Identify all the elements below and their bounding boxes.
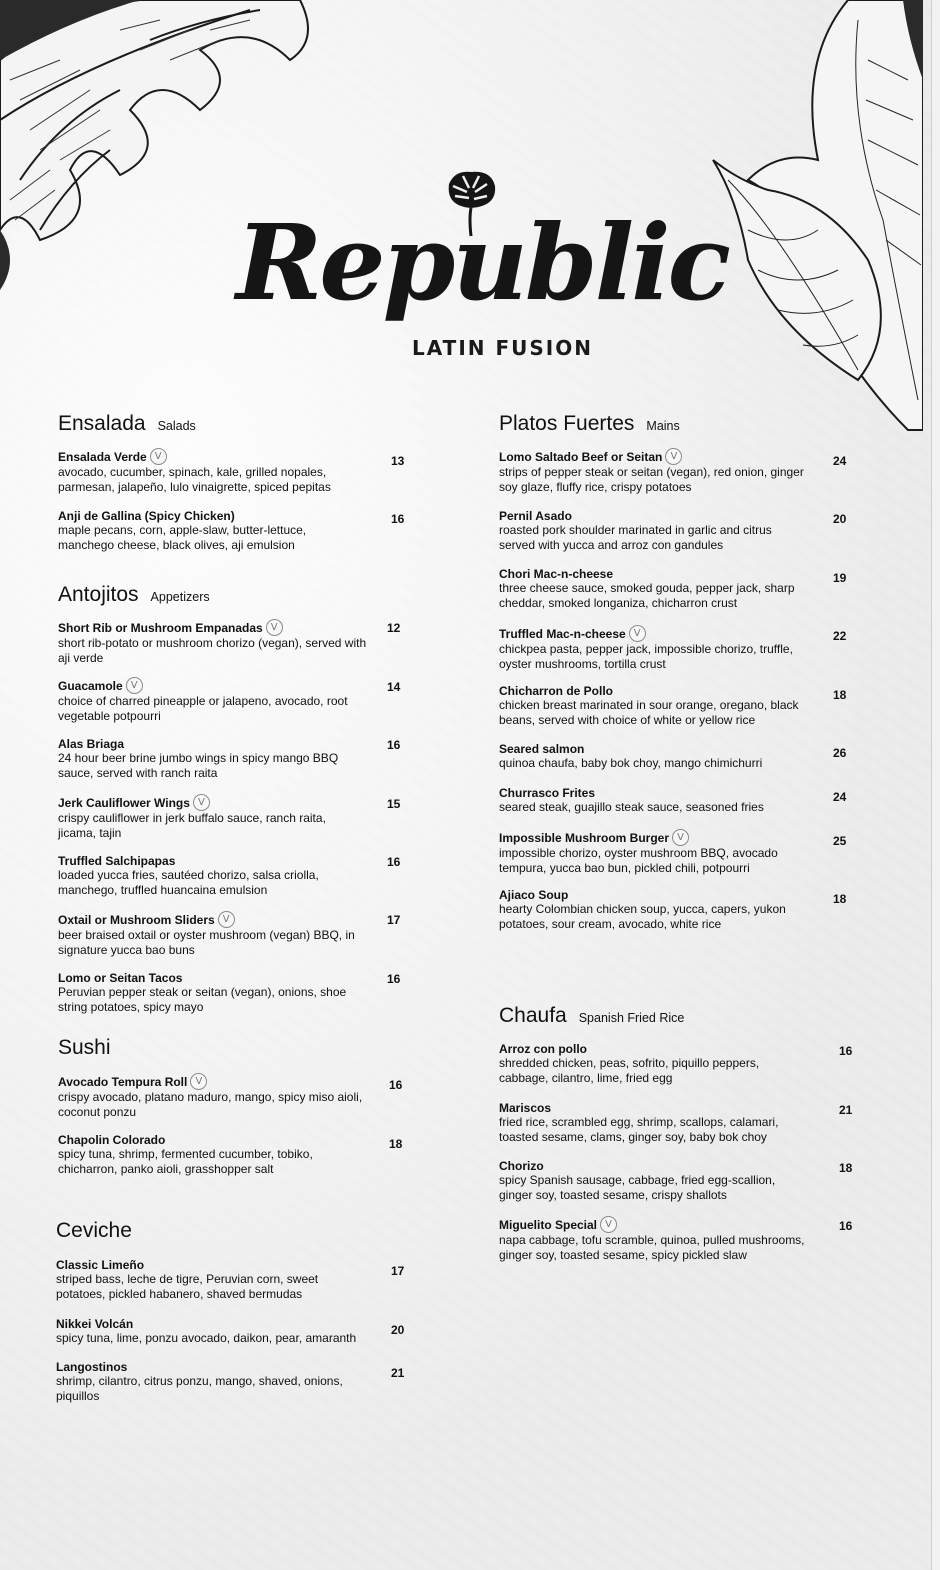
item-price: 16 <box>387 738 401 752</box>
menu-item <box>499 888 859 932</box>
item-price: 24 <box>833 790 847 804</box>
item-price: 21 <box>391 1366 405 1380</box>
item-price: 13 <box>391 454 405 468</box>
item-name: Chapolin Colorado <box>58 1133 166 1147</box>
item-price: 16 <box>391 512 405 526</box>
menu-item <box>499 1159 859 1203</box>
item-description: avocado, cucumber, spinach, kale, grilled nopales, parmesan, jalapeño, lulo vinaigrette, spiced pepitas <box>58 465 331 494</box>
menu-item <box>58 854 418 898</box>
menu-item <box>58 1133 418 1177</box>
menu-item <box>499 829 859 876</box>
menu-item <box>56 1258 416 1302</box>
section-subtitle: Salads <box>157 419 196 433</box>
item-price: 19 <box>833 571 847 585</box>
vegan-v-icon: V <box>126 677 143 694</box>
item-name: Avocado Tempura Roll <box>58 1074 188 1089</box>
section-title: Sushi <box>58 1036 111 1059</box>
item-name: Chori Mac-n-cheese <box>499 567 614 581</box>
vegan-v-icon: V <box>218 911 235 928</box>
item-description: shredded chicken, peas, sofrito, piquillo peppers, cabbage, cilantro, lime, fried egg <box>499 1056 760 1085</box>
menu-item <box>58 619 418 666</box>
section-title: Antojitos <box>58 583 139 606</box>
item-description: striped bass, leche de tigre, Peruvian corn, sweet potatoes, pickled habanero, shaved bermudas <box>56 1272 319 1301</box>
item-description: chicken breast marinated in sour orange, oregano, black beans, served with choice of white or yellow rice <box>499 698 799 727</box>
item-description: strips of pepper steak or seitan (vegan), red onion, ginger soy glaze, fluffy rice, crispy potatoes <box>499 465 804 494</box>
item-description: chickpea pasta, pepper jack, impossible chorizo, truffle, oyster mushrooms, tortilla crust <box>499 642 793 671</box>
menu-item <box>58 448 418 495</box>
item-name: Ensalada Verde <box>58 449 147 464</box>
menu-item <box>499 448 859 495</box>
item-description: short rib-potato or mushroom chorizo (vegan), served with aji verde <box>58 636 367 665</box>
item-price: 18 <box>833 688 847 702</box>
vegan-v-icon: V <box>672 829 689 846</box>
banana-leaf-illustration <box>708 0 923 440</box>
menu-item <box>499 684 859 728</box>
item-name: Chorizo <box>499 1159 544 1173</box>
item-name: Alas Briaga <box>58 737 125 751</box>
item-price: 12 <box>387 621 401 635</box>
section-sushi <box>58 1036 111 1060</box>
menu-item <box>56 1360 416 1404</box>
item-name: Oxtail or Mushroom Sliders <box>58 912 215 927</box>
item-price: 20 <box>833 512 847 526</box>
item-name: Lomo or Seitan Tacos <box>58 971 183 985</box>
logo-tagline: LATIN FUSION <box>412 336 593 360</box>
item-description: roasted pork shoulder marinated in garlic and citrus served with yucca and arroz con gandules <box>499 523 772 552</box>
menu-item <box>499 1042 859 1086</box>
vegan-v-icon: V <box>629 625 646 642</box>
item-description: seared steak, guajillo steak sauce, seasoned fries <box>499 800 764 814</box>
menu-item <box>499 509 859 553</box>
logo-wordmark: Republic <box>236 201 728 324</box>
section-platos-fuertes <box>499 412 680 436</box>
item-description: fried rice, scrambled egg, shrimp, scallops, calamari, toasted sesame, clams, ginger soy, baby bok choy <box>499 1115 779 1144</box>
section-subtitle: Mains <box>646 419 680 433</box>
menu-item <box>499 1101 859 1145</box>
item-name: Ajiaco Soup <box>499 888 569 902</box>
item-price: 24 <box>833 454 847 468</box>
item-name: Jerk Cauliflower Wings <box>58 795 190 810</box>
item-name: Anji de Gallina (Spicy Chicken) <box>58 509 235 523</box>
item-name: Classic Limeño <box>56 1258 145 1272</box>
item-name: Guacamole <box>58 678 123 693</box>
item-description: Peruvian pepper steak or seitan (vegan), onions, shoe string potatoes, spicy mayo <box>58 985 347 1014</box>
item-price: 16 <box>387 972 401 986</box>
menu-item <box>499 742 859 771</box>
item-price: 17 <box>387 913 401 927</box>
vegan-v-icon: V <box>266 619 283 636</box>
item-price: 18 <box>389 1137 403 1151</box>
menu-item <box>499 625 859 672</box>
item-name: Churrasco Frites <box>499 786 596 800</box>
item-price: 16 <box>387 855 401 869</box>
section-subtitle: Appetizers <box>150 590 210 604</box>
item-description: choice of charred pineapple or jalapeno, avocado, root vegetable potpourri <box>58 694 348 723</box>
menu-item <box>499 1216 859 1263</box>
item-description: crispy cauliflower in jerk buffalo sauce, ranch raita, jicama, tajin <box>58 811 326 840</box>
item-price: 18 <box>833 892 847 906</box>
vegan-v-icon: V <box>193 794 210 811</box>
vegan-v-icon: V <box>665 448 682 465</box>
item-name: Arroz con pollo <box>499 1042 587 1056</box>
item-description: beer braised oxtail or oyster mushroom (vegan) BBQ, in signature yucca bao buns <box>58 928 355 957</box>
item-price: 16 <box>839 1044 853 1058</box>
menu-item <box>58 911 418 958</box>
item-name: Pernil Asado <box>499 509 572 523</box>
section-title: Chaufa <box>499 1004 567 1027</box>
item-price: 16 <box>389 1078 403 1092</box>
item-price: 15 <box>387 797 401 811</box>
item-name: Short Rib or Mushroom Empanadas <box>58 620 263 635</box>
item-description: quinoa chaufa, baby bok choy, mango chimichurri <box>499 756 763 770</box>
item-price: 22 <box>833 629 847 643</box>
restaurant-logo <box>236 168 728 383</box>
item-description: impossible chorizo, oyster mushroom BBQ, avocado tempura, yucca bao bun, pickled chili, potpourri <box>499 846 778 875</box>
item-name: Truffled Mac-n-cheese <box>499 626 626 641</box>
item-name: Chicharron de Pollo <box>499 684 614 698</box>
section-subtitle: Spanish Fried Rice <box>578 1011 685 1025</box>
menu-item <box>499 567 859 611</box>
item-name: Truffled Salchipapas <box>58 854 176 868</box>
item-description: crispy avocado, platano maduro, mango, spicy miso aioli, coconut ponzu <box>58 1090 363 1119</box>
item-description: hearty Colombian chicken soup, yucca, capers, yukon potatoes, sour cream, avocado, white rice <box>499 902 786 931</box>
item-description: spicy tuna, shrimp, fermented cucumber, tobiko, chicharron, panko aioli, grasshopper salt <box>58 1147 313 1176</box>
item-name: Langostinos <box>56 1360 128 1374</box>
item-name: Impossible Mushroom Burger <box>499 830 670 845</box>
menu-item <box>56 1317 416 1346</box>
menu-item <box>58 509 418 553</box>
item-price: 14 <box>387 680 401 694</box>
item-description: napa cabbage, tofu scramble, quinoa, pulled mushrooms, ginger soy, toasted sesame, spicy pickled slaw <box>499 1233 805 1262</box>
vegan-v-icon: V <box>190 1073 207 1090</box>
item-price: 17 <box>391 1264 405 1278</box>
item-description: three cheese sauce, smoked gouda, pepper jack, sharp cheddar, smoked longaniza, chicharron crust <box>499 581 795 610</box>
item-name: Lomo Saltado Beef or Seitan <box>499 449 663 464</box>
item-description: loaded yucca fries, sautéed chorizo, salsa criolla, manchego, truffled huancaina emulsion <box>58 868 319 897</box>
item-price: 26 <box>833 746 847 760</box>
section-ensalada <box>58 412 196 436</box>
item-price: 25 <box>833 834 847 848</box>
section-antojitos <box>58 583 210 607</box>
item-price: 16 <box>839 1219 853 1233</box>
item-price: 20 <box>391 1323 405 1337</box>
menu-item <box>58 971 418 1015</box>
vegan-v-icon: V <box>600 1216 617 1233</box>
item-description: 24 hour beer brine jumbo wings in spicy mango BBQ sauce, served with ranch raita <box>58 751 339 780</box>
section-ceviche <box>56 1219 132 1243</box>
menu-item <box>499 786 859 815</box>
item-description: shrimp, cilantro, citrus ponzu, mango, shaved, onions, piquillos <box>56 1374 343 1403</box>
section-chaufa <box>499 1004 684 1028</box>
item-name: Miguelito Special <box>499 1217 598 1232</box>
menu-item <box>58 1073 418 1120</box>
menu-item <box>58 677 418 724</box>
section-title: Ceviche <box>56 1219 132 1242</box>
vegan-v-icon: V <box>150 448 167 465</box>
item-description: spicy Spanish sausage, cabbage, fried egg-scallion, ginger soy, toasted sesame, crispy shallots <box>499 1173 776 1202</box>
menu-item <box>58 794 418 841</box>
menu-item <box>58 737 418 781</box>
item-price: 21 <box>839 1103 853 1117</box>
item-name: Mariscos <box>499 1101 552 1115</box>
item-price: 18 <box>839 1161 853 1175</box>
item-name: Nikkei Volcán <box>56 1317 134 1331</box>
section-title: Platos Fuertes <box>499 412 635 435</box>
item-description: maple pecans, corn, apple-slaw, butter-lettuce, manchego cheese, black olives, aji emulsion <box>58 523 307 552</box>
item-name: Seared salmon <box>499 742 585 756</box>
item-description: spicy tuna, lime, ponzu avocado, daikon, pear, amaranth <box>56 1331 357 1345</box>
section-title: Ensalada <box>58 412 146 435</box>
